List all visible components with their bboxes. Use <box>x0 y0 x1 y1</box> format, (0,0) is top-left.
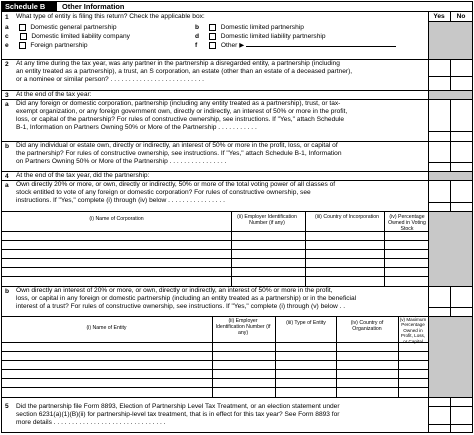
q5-no-cell[interactable] <box>451 425 472 433</box>
q4b-col-name: (i) Name of Entity <box>86 325 127 331</box>
yes-column-header: Yes <box>433 13 445 20</box>
q4-intro: At the end of the tax year, did the partnership: <box>16 172 150 179</box>
q4a-col-country: (iii) Country of Incorporation <box>314 214 379 220</box>
schedule-b-form <box>1 1 473 433</box>
other-entity-field[interactable] <box>246 41 396 47</box>
q1-option-b[interactable]: b Domestic limited partnership <box>195 24 304 31</box>
q4a-col-percentage: (iv) Percentage Owned in Voting Stock <box>388 214 426 232</box>
q4a-letter: a <box>5 182 9 189</box>
q4b-table-shaded <box>429 316 473 397</box>
q1-number: 1 <box>5 14 9 21</box>
q4a-col-name: (i) Name of Corporation <box>89 216 144 222</box>
no-column-header: No <box>456 13 466 20</box>
q5-text: Did the partnership file Form 8893, Election of Partnership Level Tax Treatment, or an election statement under section 6231(a)(1)(B)(ii) for partnership-level tax treatment, that is in effect for this tax year? See Form 8893 for more details . . . . . . . . . . . . . . . . . . . . . . . . . . . . . . . <box>16 403 340 426</box>
q4b-col-type: (iii) Type of Entity <box>286 320 326 326</box>
q3a-yes-cell[interactable] <box>429 132 450 141</box>
q1-option-d[interactable]: d Domestic limited liability partnership <box>195 33 326 40</box>
q3b-letter: b <box>5 143 10 150</box>
q3-intro-shaded <box>429 91 473 99</box>
q2-number: 2 <box>5 61 9 68</box>
q1-option-f[interactable]: f Other ▶ <box>195 41 396 50</box>
q5-yes-cell[interactable] <box>429 425 450 433</box>
q3b-no-cell[interactable] <box>451 163 472 171</box>
checkbox[interactable] <box>20 33 27 40</box>
q4b-col-max-percentage: (v) Maximum Percentage Owned in Profit, Loss, or Capital <box>399 317 427 344</box>
checkbox[interactable] <box>209 33 216 40</box>
q3-number: 3 <box>5 92 9 99</box>
q4a-text: Own directly 20% or more, or own, directly or indirectly, 50% or more of the total voting power of all classes of stock entitled to vote of any foreign or domestic corporation? For rules of constructive ownership, see instructions. If "Yes," complete (i) through (iv) below . . . . . . . . . . . . . . . . <box>16 181 336 204</box>
q4b-table-rows[interactable] <box>2 343 428 396</box>
q1-option-a[interactable]: a Domestic general partnership <box>5 24 117 31</box>
q1-shaded-answer <box>429 22 473 59</box>
q4b-letter: b <box>5 288 10 295</box>
q3-intro: At the end of the tax year: <box>16 91 92 98</box>
section-title: Other Information <box>62 2 125 11</box>
checkbox[interactable] <box>19 24 26 31</box>
q4b-col-ein: (ii) Employer Identification Number (if any) <box>215 318 271 336</box>
checkbox[interactable] <box>19 42 26 49</box>
q4-intro-shaded <box>429 172 473 180</box>
q3a-text: Did any foreign or domestic corporation, partnership (including any entity treated as a partnership), trust, or tax- exempt organization, or any foreign government own, directly or indirectly, an interest of 50% or more in the profit, loss, or capital of the partnership? For rules of constructive ownership, see instructions. If "Yes," attach Schedule B-1, Information on Partners Owning 50% or More of the Partnership . . . . . . . . . . . <box>16 100 348 131</box>
q3b-yes-cell[interactable] <box>429 163 450 171</box>
q1-text: What type of entity is filing this return? Check the applicable box: <box>16 13 205 20</box>
q4a-table-rows[interactable] <box>2 232 428 285</box>
q4b-text: Own directly an interest of 20% or more, or own, directly or indirectly, an interest of 50% or more in the profit, loss, or capital in any foreign or domestic partnership (including an entity treated as a partnership) or in the beneficial interest of a trust? For rules of constructive ownership, see instructions. If "Yes," complete (i) through (v) below . . <box>16 287 357 310</box>
q4b-col-country: (iv) Country of Organization <box>350 320 384 332</box>
q1-option-c[interactable]: c Domestic limited liability company <box>5 33 130 40</box>
q3b-text: Did any individual or estate own, directly or indirectly, an interest of 50% or more in the profit, loss, or capital of the partnership? For rules of constructive ownership, see instructions. If "Yes," attach Schedule B-1, Information on Partners Owning 50% or More of the Partnership . . . . . . . . . . . . . . . . <box>16 142 342 165</box>
checkbox[interactable] <box>209 42 216 49</box>
q2-no-cell[interactable] <box>451 77 472 89</box>
q2-text: At any time during the tax year, was any partner in the partnership a disregarded entity, a partnership (including an entity treated as a partnership), a trust, an S corporation, an estate (other than an estate of a deceased partner), or a nominee or similar person? . . . . . . . . . . . . . . . . . . . . . . . . . . <box>16 60 353 83</box>
q4b-yes-cell[interactable] <box>429 308 450 316</box>
q4b-no-cell[interactable] <box>451 308 472 316</box>
q3a-letter: a <box>5 101 9 108</box>
q5-number: 5 <box>5 403 9 410</box>
q4a-col-ein: (ii) Employer Identification Number (if any) <box>237 214 297 226</box>
q4-number: 4 <box>5 173 9 180</box>
checkbox[interactable] <box>209 24 216 31</box>
q4a-no-cell[interactable] <box>451 203 472 211</box>
schedule-label: Schedule B <box>2 2 57 11</box>
q4a-yes-cell[interactable] <box>429 203 450 211</box>
q3a-no-cell[interactable] <box>451 132 472 141</box>
q4a-table-shaded <box>429 211 473 286</box>
q1-option-e[interactable]: e Foreign partnership <box>5 42 88 49</box>
q2-yes-cell[interactable] <box>429 77 450 89</box>
